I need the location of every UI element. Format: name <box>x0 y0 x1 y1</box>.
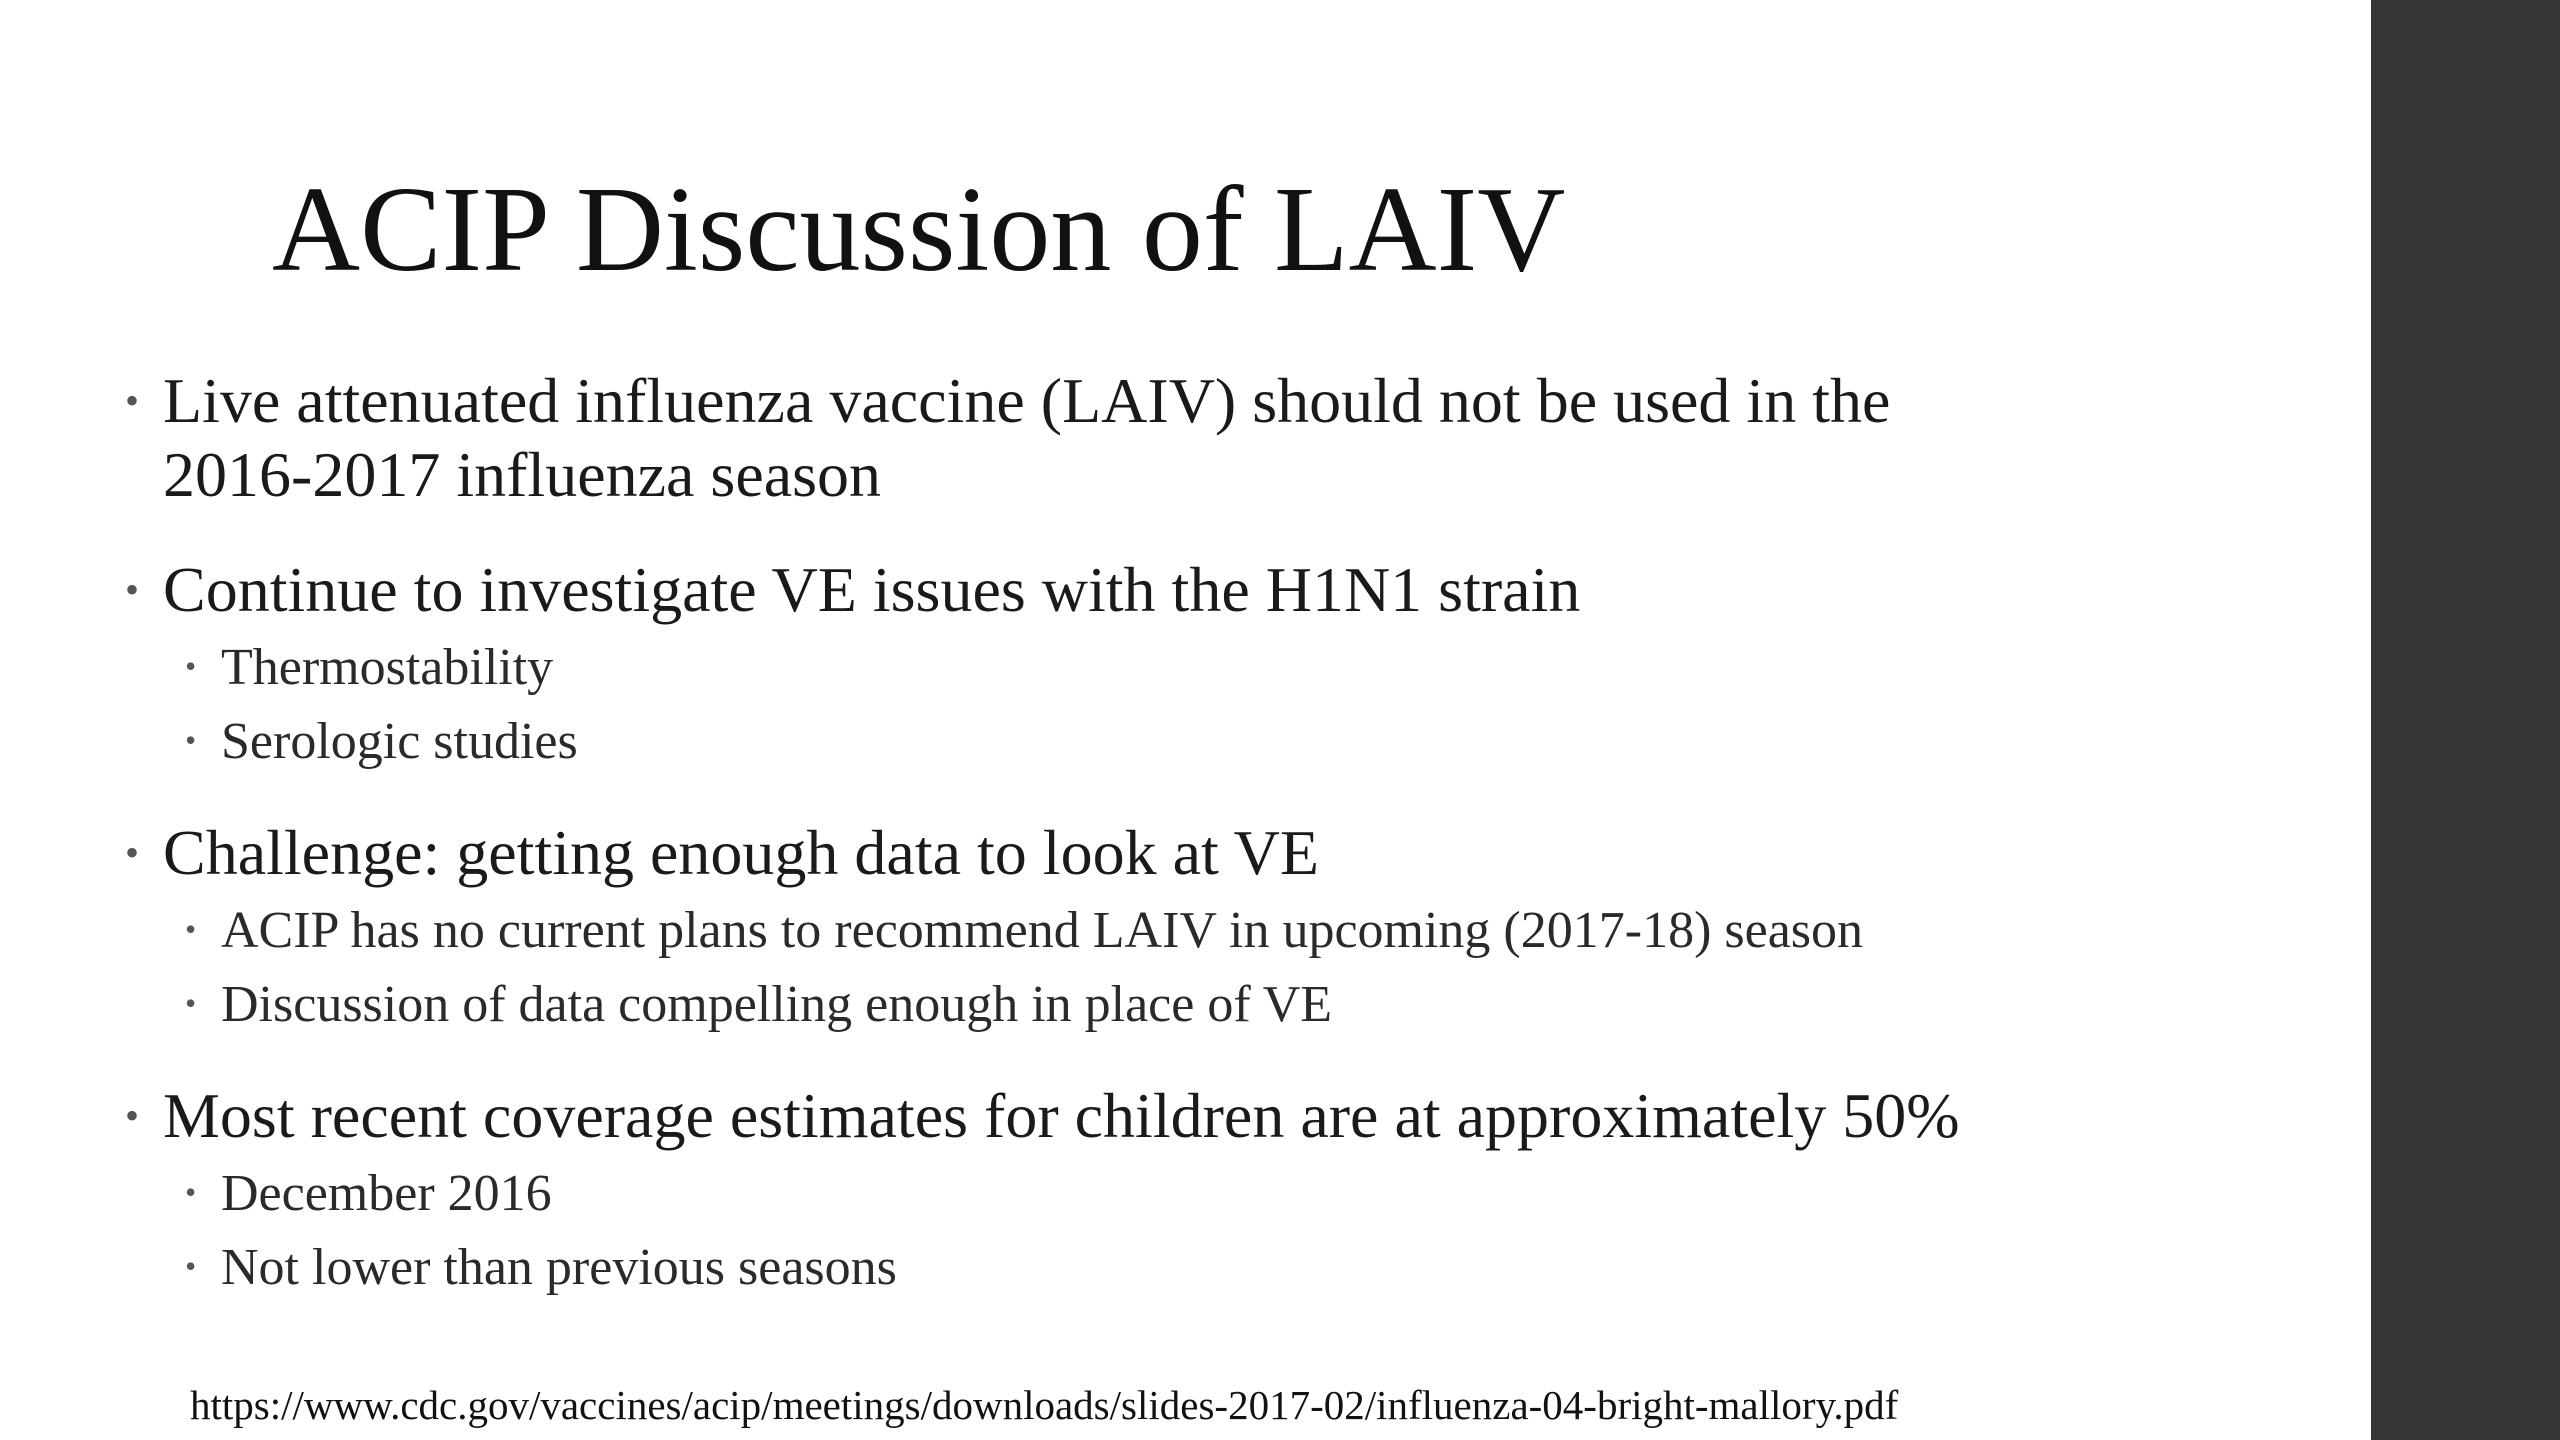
bullet-text: Most recent coverage estimates for children are at approximately 50% <box>163 1080 1960 1151</box>
subbullet-item <box>185 1236 897 1300</box>
bullet-text: Live attenuated influenza vaccine (LAIV) should not be used in the <box>163 365 1891 436</box>
decorative-sidebar <box>2371 0 2560 1440</box>
bullet-text: 2016-2017 influenza season <box>163 439 882 510</box>
subbullet-item <box>185 899 1864 963</box>
bullet-marker: • <box>125 567 140 612</box>
bullet-item <box>125 364 1891 438</box>
bullet-marker: • <box>125 830 140 875</box>
subbullet-item <box>185 973 1333 1037</box>
subbullet-marker: • <box>185 1174 197 1210</box>
subbullet-text: Not lower than previous seasons <box>221 1239 897 1296</box>
bullet-marker: • <box>125 378 140 423</box>
subbullet-marker: • <box>185 911 197 947</box>
subbullet-item <box>185 710 578 774</box>
subbullet-marker: • <box>185 985 197 1021</box>
subbullet-text: ACIP has no current plans to recommend LAIV in upcoming (2017-18) season <box>221 902 1864 959</box>
bullet-item <box>125 816 1319 890</box>
subbullet-marker: • <box>185 648 197 684</box>
subbullet-text: Thermostability <box>221 639 554 696</box>
bullet-continuation <box>163 438 881 512</box>
bullet-item <box>125 1079 1960 1153</box>
subbullet-item <box>185 1162 552 1226</box>
subbullet-text: Discussion of data compelling enough in place of VE <box>221 976 1333 1033</box>
bullet-marker: • <box>125 1093 140 1138</box>
bullet-text: Challenge: getting enough data to look at VE <box>163 817 1319 888</box>
bullet-item <box>125 553 1581 627</box>
bullet-text: Continue to investigate VE issues with the H1N1 strain <box>163 554 1581 625</box>
source-url: https://www.cdc.gov/vaccines/acip/meetings/downloads/slides-2017-02/influenza-04-bright-mallory.pdf <box>190 1382 1899 1428</box>
subbullet-marker: • <box>185 722 197 758</box>
subbullet-item <box>185 636 554 700</box>
subbullet-marker: • <box>185 1248 197 1284</box>
subbullet-text: December 2016 <box>221 1165 552 1222</box>
subbullet-text: Serologic studies <box>221 713 578 770</box>
slide-title: ACIP Discussion of LAIV <box>272 162 1566 297</box>
